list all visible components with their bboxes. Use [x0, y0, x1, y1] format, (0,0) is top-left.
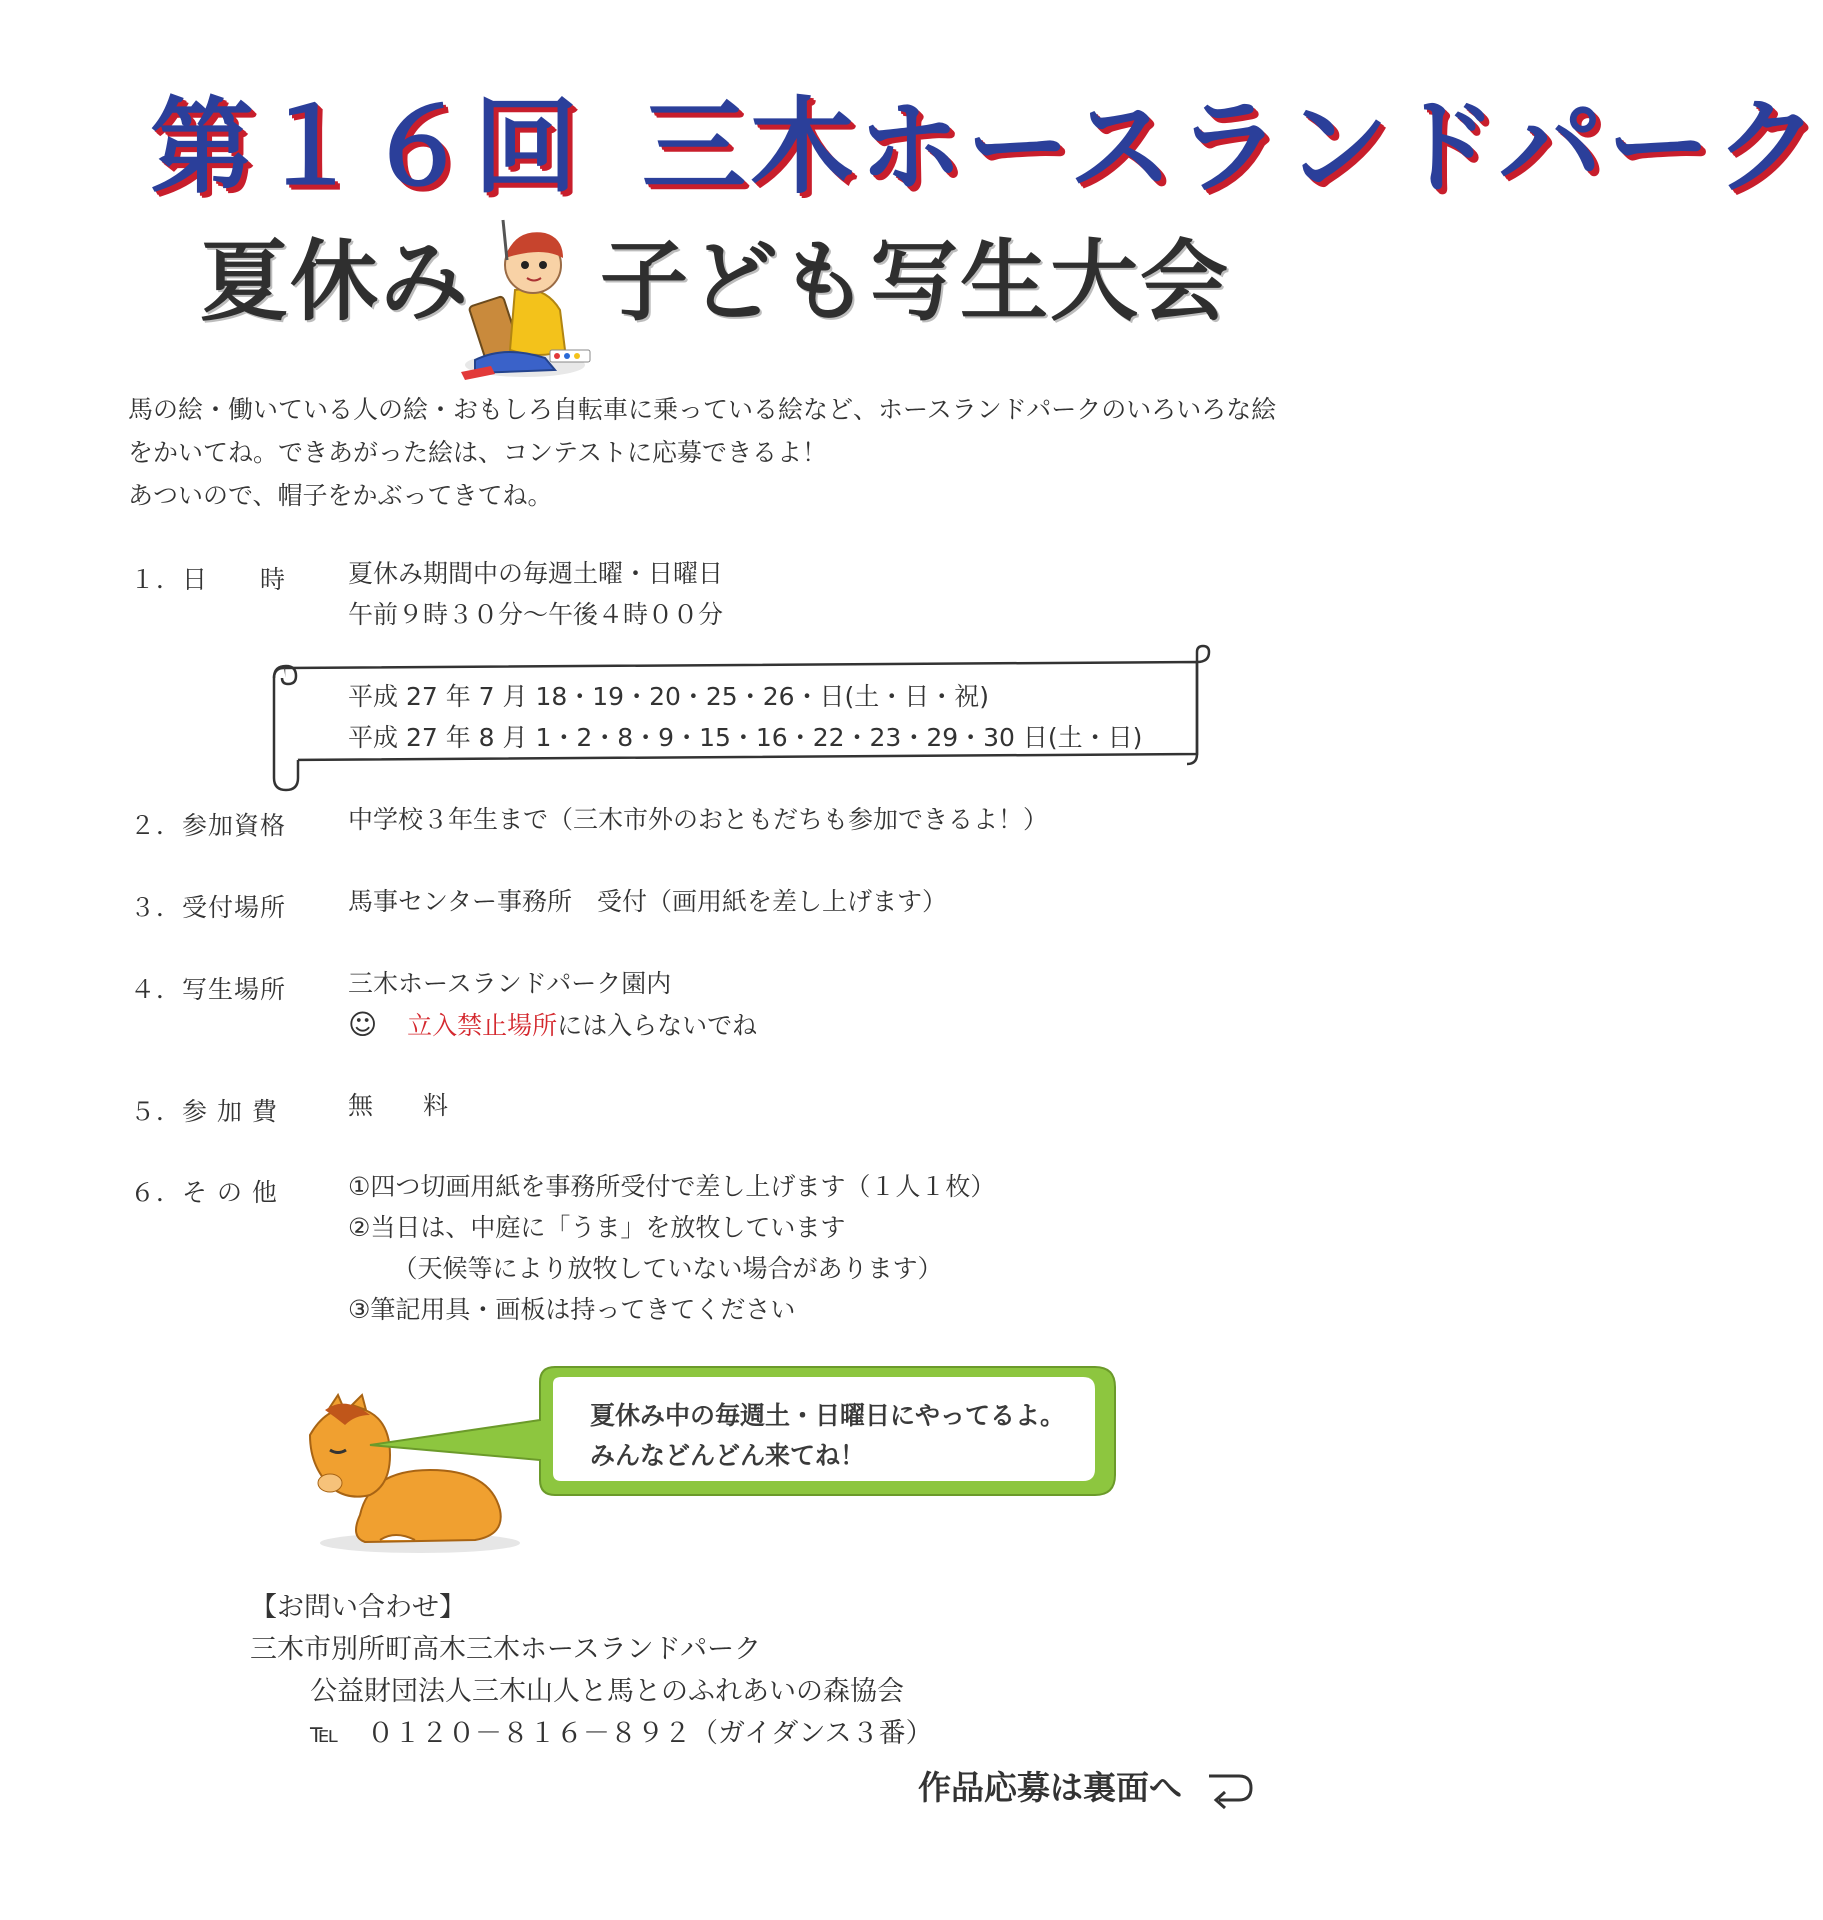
place-note	[348, 1004, 757, 1046]
bubble-line1: 夏休み中の毎週土・日曜日にやってるよ。	[590, 1401, 1066, 1430]
title-summer: 夏休み	[200, 230, 471, 333]
eligibility-label: ２．参加資格	[130, 811, 287, 840]
bubble-line2: みんなどんどん来てね！	[590, 1441, 866, 1470]
contact-address: 三木市別所町高木三木ホースランドパーク	[250, 1634, 762, 1665]
speech-bubble	[360, 1362, 1120, 1502]
date-line: 夏休み期間中の毎週土曜・日曜日	[348, 559, 724, 588]
turn-arrow-icon	[1205, 1770, 1255, 1810]
tel-prefix: ℡	[310, 1718, 340, 1749]
child-painting-illustration	[455, 210, 595, 380]
reception-value: 馬事センター事務所 受付（画用紙を差し上げます）	[348, 887, 948, 916]
place-note-rest: には入らないでね	[557, 1011, 758, 1040]
contact-heading: 【お問い合わせ】	[250, 1592, 466, 1623]
restricted-area-text: 立入禁止場所	[407, 1011, 558, 1040]
place-value	[348, 963, 757, 1046]
scroll-july-dates: 平成 27 年 7 月 18・19・20・25・26・日(土・日・祝)	[348, 682, 990, 711]
fee-label: ５．参 加 費	[130, 1097, 278, 1126]
date-label: １．日 時	[130, 565, 287, 594]
other-label: ６．そ の 他	[130, 1178, 278, 1207]
eligibility-value: 中学校３年生まで（三木市外のおともだちも参加できるよ！）	[348, 805, 1049, 834]
intro-line: あついので、帽子をかぶってきてね。	[128, 481, 553, 510]
intro-line: をかいてね。できあがった絵は、コンテストに応募できるよ！	[128, 438, 828, 467]
other-line: ②当日は、中庭に「うま」を放牧しています	[348, 1213, 846, 1242]
title-contest: 子ども写生大会	[600, 230, 1231, 333]
intro-line: 馬の絵・働いている人の絵・おもしろ自転車に乗っている絵など、ホースランドパークのいろいろな絵	[128, 395, 1277, 424]
date-line: 午前９時３０分～午後４時００分	[348, 600, 724, 629]
other-value	[348, 1166, 995, 1330]
date-value	[348, 553, 723, 635]
title-line1	[150, 86, 1823, 208]
intro-paragraph	[128, 388, 1278, 517]
other-line: （天候等により放牧していない場合があります）	[380, 1254, 943, 1283]
place-name: 三木ホースランドパーク園内	[348, 969, 672, 998]
title-edition: 第１６回	[150, 86, 583, 208]
place-label: ４．写生場所	[130, 975, 287, 1004]
scroll-august-dates: 平成 27 年 8 月 1・2・8・9・15・16・22・23・29・30 日(土・日)	[348, 723, 1143, 752]
reception-label: ３．受付場所	[130, 893, 287, 922]
smiley-icon: ☺	[348, 1008, 378, 1041]
tel-number: ０１２０－８１６－８９２（ガイダンス３番）	[367, 1718, 933, 1749]
title-park-name: 三木ホースランドパーク	[642, 86, 1823, 208]
other-line: ③筆記用具・画板は持ってきてください	[348, 1295, 796, 1324]
contact-tel	[310, 1711, 933, 1750]
other-line: ①四つ切画用紙を事務所受付で差し上げます（１人１枚）	[348, 1172, 996, 1201]
back-page-note: 作品応募は裏面へ	[918, 1768, 1182, 1807]
fee-value: 無 料	[348, 1091, 449, 1120]
contact-organization: 公益財団法人三木山人と馬とのふれあいの森協会	[310, 1676, 904, 1707]
